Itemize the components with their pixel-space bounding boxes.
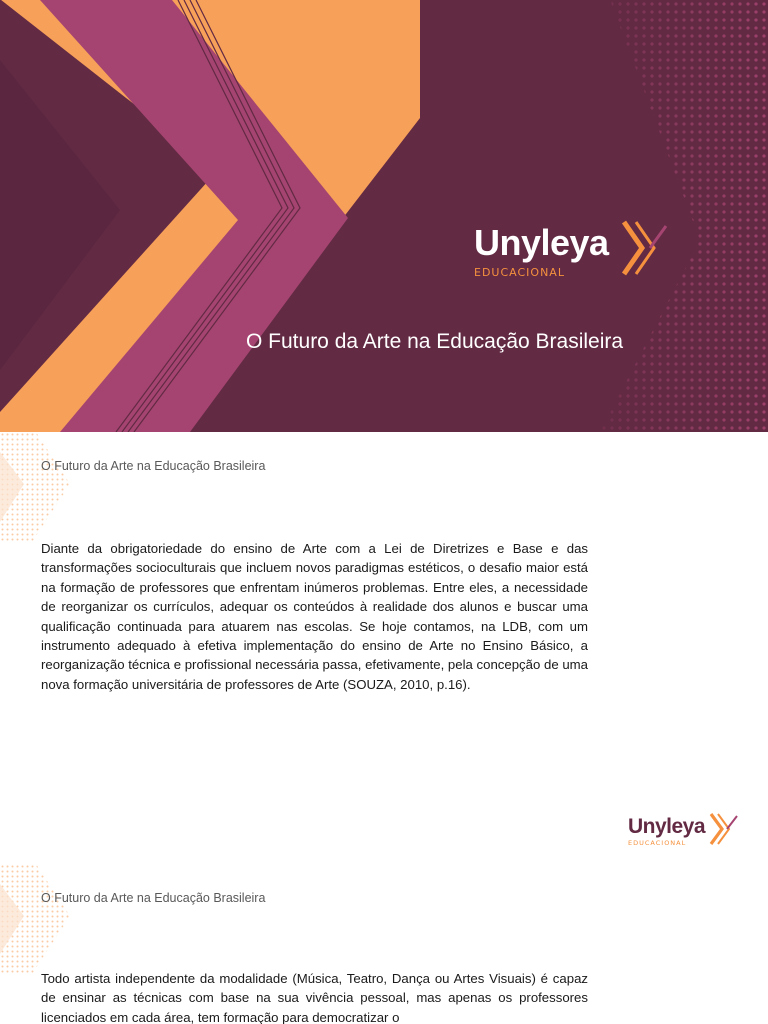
logo-brand-text: Unyleya xyxy=(474,222,609,263)
slide-title: O Futuro da Arte na Educação Brasileira xyxy=(41,459,266,473)
cover-slide xyxy=(0,0,768,432)
cover-logo xyxy=(474,222,674,292)
logo-brand-text: Unyleya xyxy=(628,815,706,838)
logo-chevron-icon xyxy=(620,218,668,278)
content-slide-1 xyxy=(0,432,768,864)
logo-subtitle-text: EDUCACIONAL xyxy=(628,839,687,847)
slide-body-text: Todo artista independente da modalidade (Música, Teatro, Dança ou Artes Visuais) é capaz de ensinar as técnicas com base na sua vivência pessoal, mas apenas os professores licenciados em cada área, tem formação para democratizar o xyxy=(41,971,588,1024)
slide-title: O Futuro da Arte na Educação Brasileira xyxy=(41,891,266,905)
slide-logo xyxy=(628,815,748,855)
logo-chevron-icon xyxy=(708,811,738,847)
slide-body-text: Diante da obrigatoriedade do ensino de Arte com a Lei de Diretrizes e Base e das transformações socioculturais que incluem novos paradigmas estéticos, o desafio maior está na formação de professores que enfrentam inúmeros problemas. Entre eles, a necessidade de reorganizar os currículos, adequar os conteúdos à realidade dos alunos e buscar uma qualificação continuada para atuarem nas escolas. Se hoje contamos, na LDB, com um instrumento adequado à efetiva implementação do ensino de Arte no Ensino Básico, a reorganização técnica e profissional necessária passa, efetivamente, pela concepção de uma nova formação universitária de professores de Arte (SOUZA, 2010, p.16). xyxy=(41,541,588,692)
content-slide-2 xyxy=(0,864,768,1024)
cover-title: O Futuro da Arte na Educação Brasileira xyxy=(246,330,624,353)
cover-dot-pattern xyxy=(600,0,768,432)
cover-chevron-art xyxy=(0,0,768,432)
logo-subtitle-text: EDUCACIONAL xyxy=(474,266,565,279)
